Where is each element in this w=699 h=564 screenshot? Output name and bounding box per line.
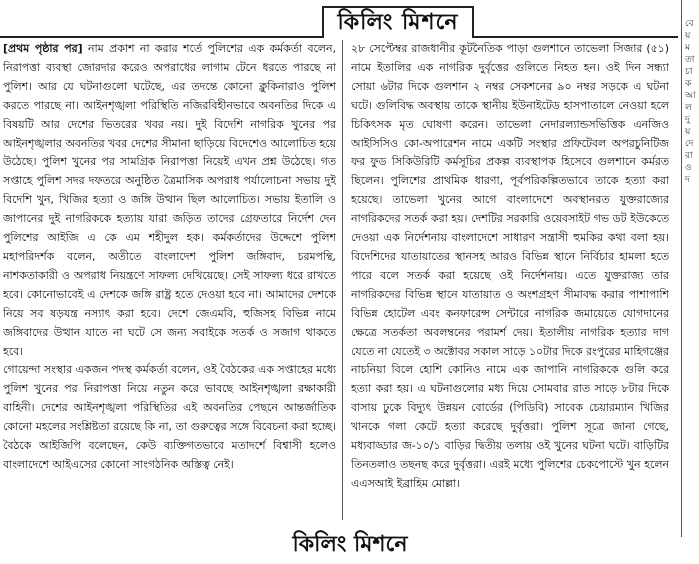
edge-fragment-text: বে য় ম তা চা ক আ ল দু য় দে রা ও দ [685,19,696,185]
next-headline: কিলিং মিশনে [292,532,408,557]
continued-from-tag: [প্রথম পৃষ্ঠার পর] [3,42,83,55]
edge-divider [681,0,682,537]
left-paragraph-1 [3,40,336,361]
right-column [351,40,669,527]
headline-rule-right [472,36,678,38]
headline-text: কিলিং মিশনে [337,9,459,35]
left-paragraph-1-text: নাম প্রকাশ না করার শর্তে পুলিশের এক কর্মকর্তা বলেন, নিরাপত্তা ব্যবস্থা জোরদার করেও অপরাধের লাগাম টেনে ধরতে পারছে না পুলিশ। আর যে ঘটনাগুলো ঘটেছে, এর তদন্তে কোনো ক্লুকিনারাও পুলিশ করতে পারছে না। আইনশৃঙ্খলা পরিস্থিতি নজিরবিহীনভাবে অবনতির দিকে এ বিষয়টি আর দেশের ভিতরের খবর নয়। দুই বিদেশি নাগরিক খুনের পর আইনশৃঙ্খলার অবনতির খবর দেশের সীমানা ছাড়িয়ে বিদেশেও আলোচিত হয়ে উঠেছে। পুলিশ খুনের পর সামগ্রিক নিরাপত্তা নিয়েই এখন প্রশ্ন উঠেছে। গত সপ্তাহে পুলিশ সদর দফতরে অনুষ্ঠিত ত্রৈমাসিক অপরাধ পর্যালোচনা সভায় দুই বিদেশি খুন, খিজির হত্যা ও জঙ্গি উত্থান ছিল আলোচিত। সভায় ইতালি ও জাপানের দুই নাগরিককে হত্যায় যারা জড়িত তাদের গ্রেফতারে নির্দেশ দেন পুলিশের আইজি এ কে এম শহীদুল হক। কর্মকর্তাদের উদ্দেশে পুলিশ মহাপরিদর্শক বলেন, অতীতে বাংলাদেশ পুলিশ জঙ্গিবাদ, চরমপন্থি, নাশকতাকারী ও অপরাধ নিয়ন্ত্রণে সাফল্য দেখিয়েছে। সেই সাফল্য ধরে রাখতে হবে। কোনোভাবেই এ দেশকে জঙ্গি রাষ্ট্র হতে দেওয়া হবে না। আমাদের দেশকে নিয়ে সব ষড়যন্ত্র নস্যাৎ করা হবে। দেশে জেএমবি, হুজিসহ বিভিন্ন নামে জঙ্গিবাদের উত্থান যাতে না ঘটে সে জন্য সবাইকে সতর্ক ও সজাগ থাকতে হবে। [3,42,336,358]
headline-rule-left [0,36,322,38]
left-column [3,40,336,520]
left-paragraph-2: গোয়েন্দা সংস্থার একজন পদস্থ কর্মকর্তা বলেন, ওই বৈঠকের এক সপ্তাহের মধ্যে পুলিশ খুনের পর নিরাপত্তা নিয়ে নতুন করে ভাবছে আইনশৃঙ্খলা রক্ষাকারী বাহিনী। দেশের আইনশৃঙ্খলা পরিস্থিতির এই অবনতির পেছনে আন্তর্জাতিক কোনো মহলের সংশ্লিষ্টতা রয়েছে কি না, তা গুরুত্বের সঙ্গে বিবেচনা করা হচ্ছে। বৈঠকে আইজিপি বলেছেন, কেউ ব্যক্তিগতভাবে মতাদর্শে বিশ্বাসী হলেও বাংলাদেশে আইএসের কোনো সাংগঠনিক অস্তিত্ব নেই। [3,363,336,471]
column-divider [342,40,343,520]
article-headline [322,6,474,38]
adjacent-article-fragment [677,0,699,537]
right-paragraph-1: ২৮ সেপ্টেম্বর রাজধানীর কূটনৈতিক পাড়া গুলশানে তাভেলা সিজার (৫১) নামে ইতালির এক নাগরিক দুর্বৃত্তের গুলিতে নিহত হন। ওই দিন সন্ধ্যা সোয়া ৬টার দিকে গুলশান ২ নম্বর সেকশনের ৯০ নম্বর সড়কে এ ঘটনা ঘটে। গুলিবিদ্ধ অবস্থায় তাকে স্থানীয় ইউনাইটেড হাসপাতালে নেওয়া হলে চিকিৎসক মৃত ঘোষণা করেন। তাভেলা নেদারল্যান্ডসভিত্তিক এনজিও আইসিসিও কো-অপারেশন নামে একটি সংস্থার প্রফিটেবল অপরচুনিটিজ ফর ফুড সিকিউরিটি কর্মসূচির প্রকল্প ব্যবস্থাপক হিসেবে গুলশানে কর্মরত ছিলেন। পুলিশের প্রাথমিক ধারণা, পূর্বপরিকল্পিতভাবে তাকে হত্যা করা হয়েছে। তাভেলা খুনের আগে বাংলাদেশে অবস্থানরত যুক্তরাজ্যের নাগরিকদের সতর্ক করা হয়। দেশটির সরকারি ওয়েবসাইট গভ ডট ইউকেতে দেওয়া এক নির্দেশনায় বাংলাদেশে সাধারণ সন্ত্রাসী হুমকির কথা বলা হয়। বিদেশিদের যাতায়াতের স্থানসহ আরও বিভিন্ন স্থানে নির্বিচার হামলা হতে পারে বলে সতর্ক করা হয়েছে ওই নির্দেশনায়। এতে যুক্তরাজ্য তার নাগরিকদের বিভিন্ন স্থানে যাতায়াত ও অংশগ্রহণ সীমাবদ্ধ করার পাশাপাশি বিভিন্ন হোটেল এবং কনফারেন্স সেন্টারে নাগরিক জমায়েতে যোগদানের ক্ষেত্রে সতর্কতা অবলম্বনের পরামর্শ দেয়। ইতালীয় নাগরিক হত্যার দাগ যেতে না যেতেই ৩ অক্টোবর সকাল সাড়ে ১০টার দিকে রংপুরের মাহিগঞ্জের নাচনিয়া বিলে হোশি কোনিও নামে এক জাপানি নাগরিককে গুলি করে হত্যা করা হয়। এ ঘটনাগুলোর মধ্য দিয়ে সোমবার রাত সাড়ে ৮টার দিকে বাসায় ঢুকে বিদ্যুৎ উন্নয়ন বোর্ডের (পিডিবি) সাবেক চেয়ারম্যান খিজির খানকে গলা কেটে হত্যা করেছে দুর্বৃত্তরা। পুলিশ সূত্রে জানা গেছে, মধ্যবাড্ডার জ-১০/১ বাড়ির দ্বিতীয় তলায় ওই খুনের ঘটনা ঘটে। বাড়িটির তিনতলাও তছনছ করে দুর্বৃত্তরা। এরই মধ্যে পুলিশের চেকপোস্টে খুন হলেন এএসআই ইব্রাহিম মোল্লা। [351,42,669,490]
